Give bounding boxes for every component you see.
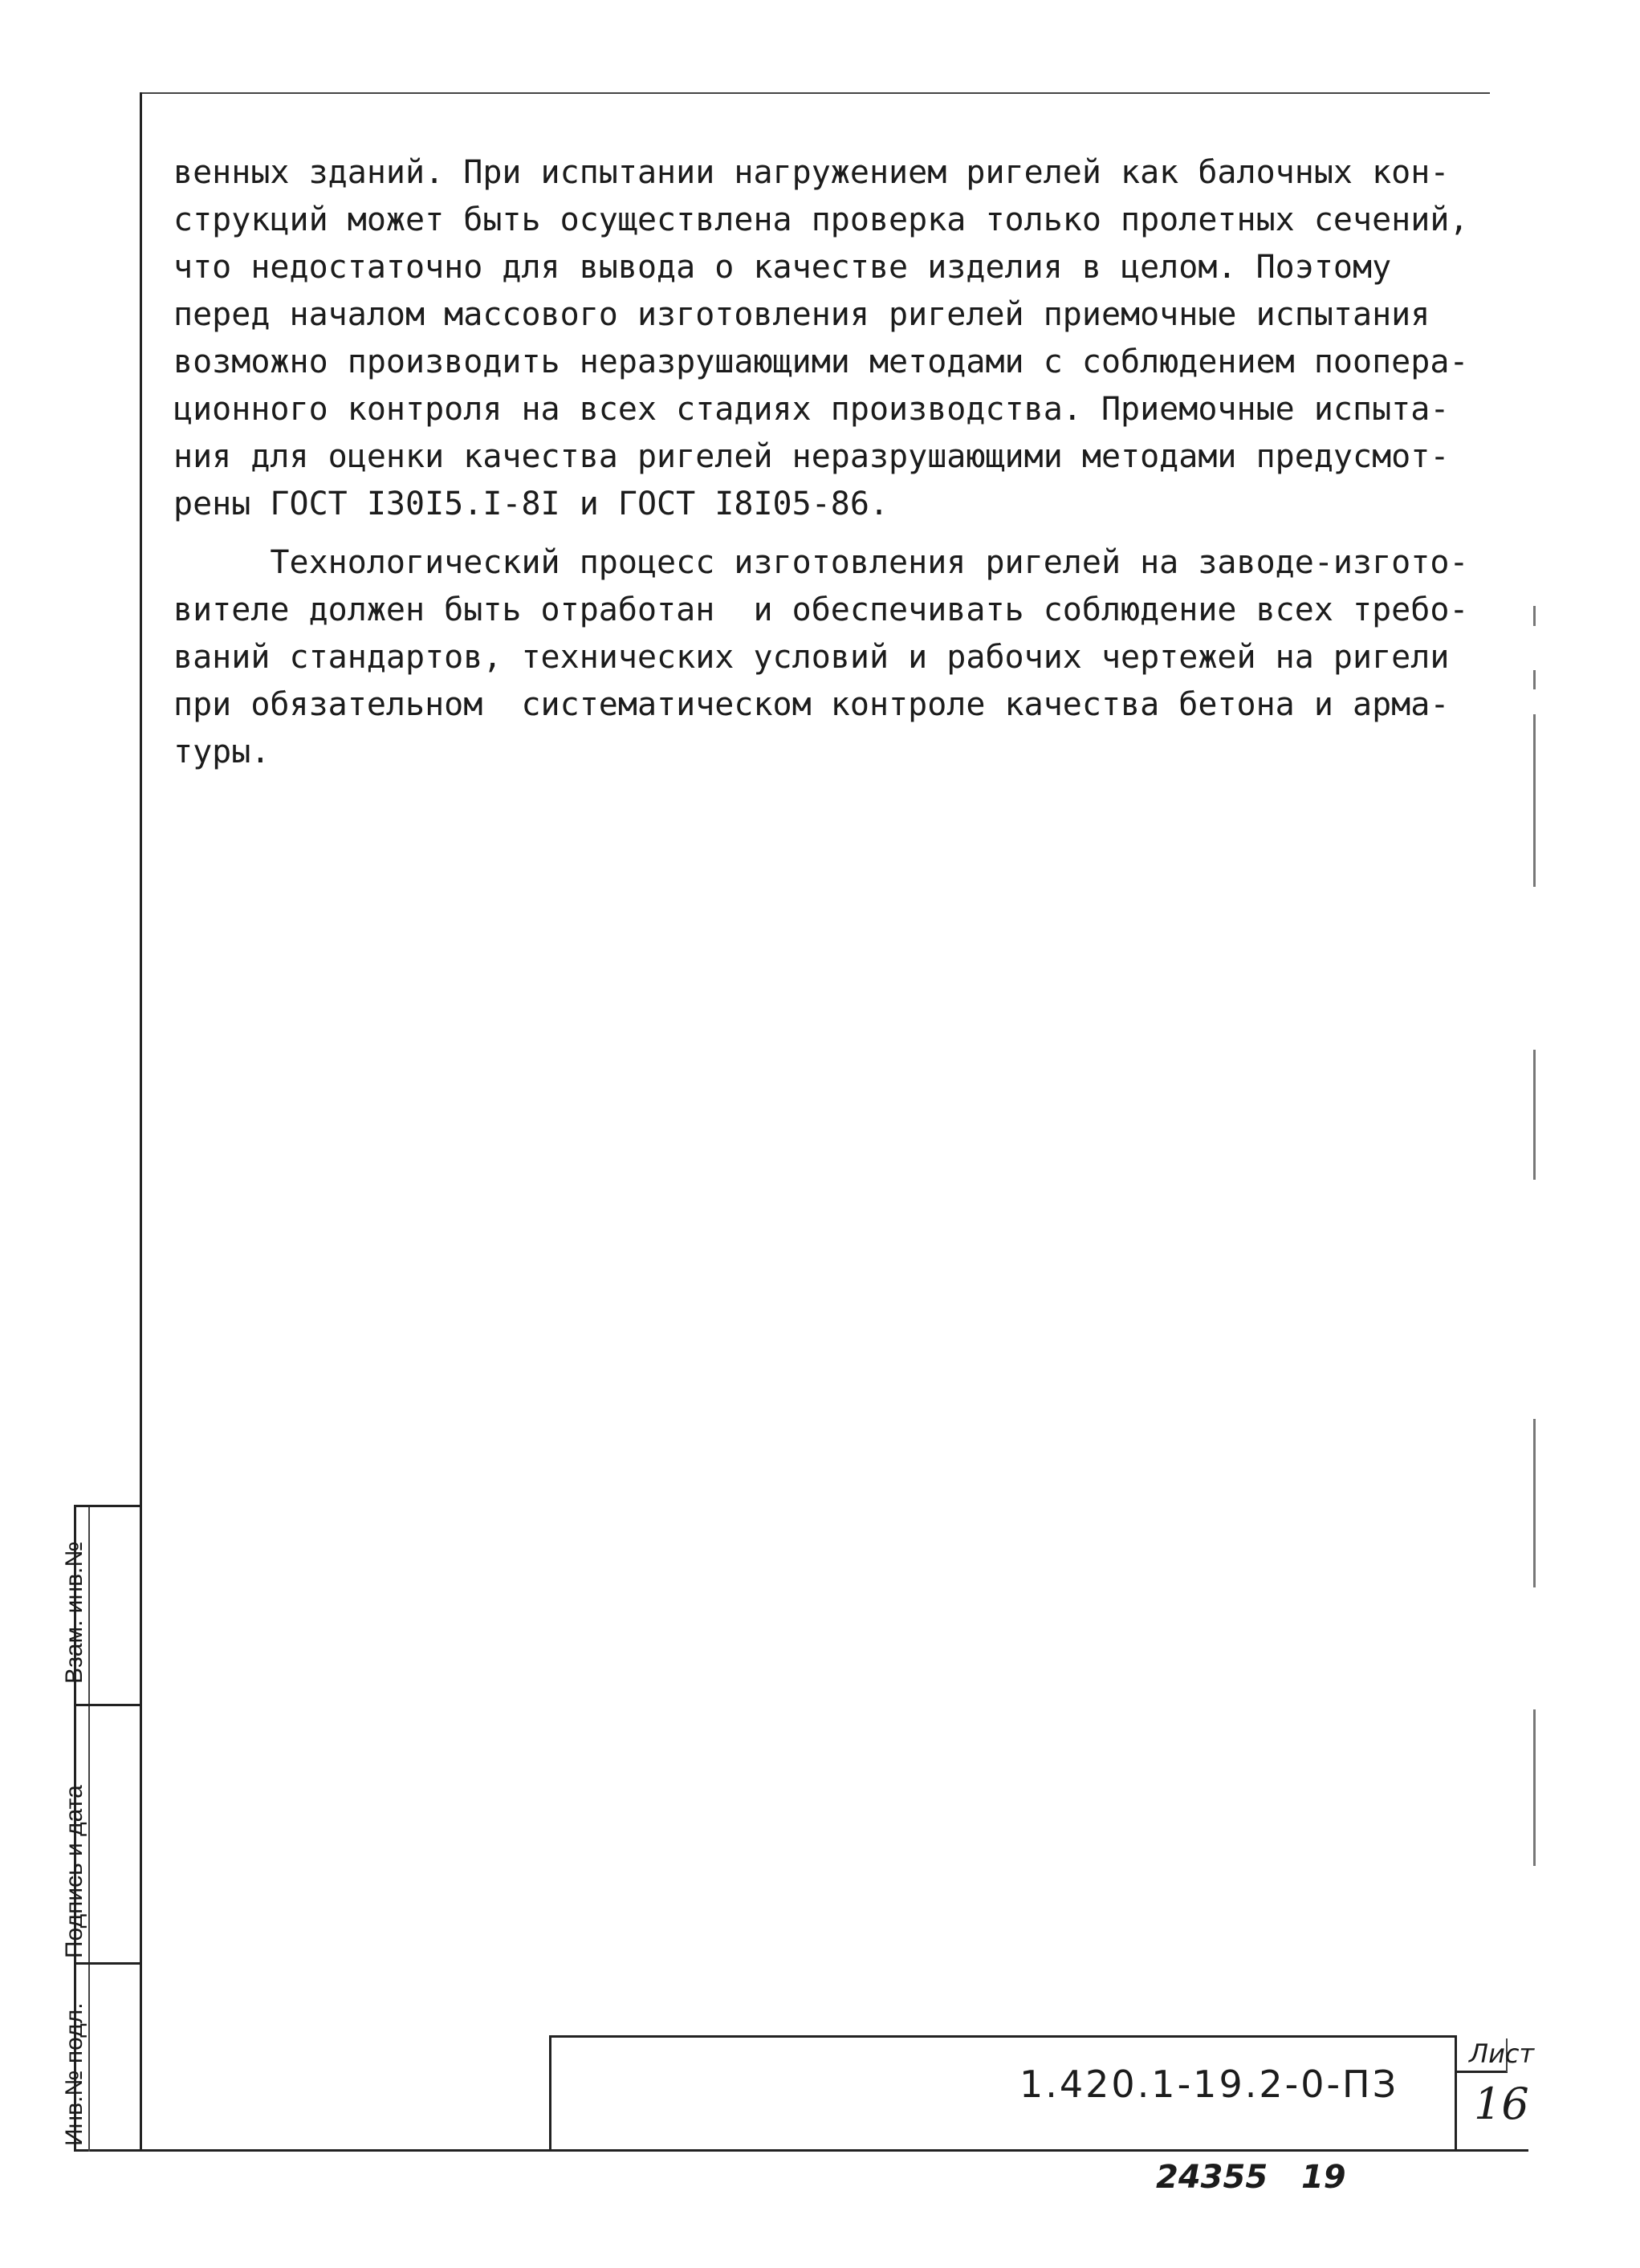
scan-mark <box>1533 606 1536 626</box>
title-block-sheet-line <box>1455 2035 1457 2152</box>
stamp-row-line-1 <box>74 1704 141 1706</box>
scan-mark <box>1533 1050 1536 1180</box>
paragraph1-line: струкций может быть осуществлена проверка только пролетных сечений, <box>173 201 1469 238</box>
title-block-top-line <box>549 2035 1456 2038</box>
scan-mark <box>1533 1419 1536 1587</box>
paragraph1-line: ционного контроля на всех стадиях производства. Приемочные испыта- <box>173 391 1450 428</box>
paragraph1-line: рены ГОСТ I30I5.I-8I и ГОСТ I8I05-86. <box>173 486 889 522</box>
stamp-row-line-2 <box>74 1962 141 1965</box>
frame-bottom-line <box>74 2149 1528 2152</box>
paragraph2-line: вителе должен быть отработан и обеспечивать соблюдение всех требо- <box>173 591 1469 628</box>
frame-left-line <box>140 92 142 2152</box>
sheet-label: Лист <box>1469 2038 1535 2069</box>
stamp-label-inv-podl: Инв.№ подл. <box>61 2002 87 2146</box>
paragraph1-line: что недостаточно для вывода о качестве изделия в целом. Поэтому <box>173 249 1392 286</box>
paragraph1-line: перед началом массового изготовления ригелей приемочные испытания <box>173 296 1430 333</box>
scan-mark <box>1533 714 1536 887</box>
scan-mark <box>1533 670 1536 689</box>
document-code: 1.420.1-19.2-0-ПЗ <box>1019 2063 1399 2106</box>
paragraph2-line: Технологический процесс изготовления ригелей на заводе-изгото- <box>173 544 1469 581</box>
paragraph1-line: ния для оценки качества ригелей неразрушающими методами предусмот- <box>173 438 1450 475</box>
frame-top-line <box>141 92 1490 94</box>
paragraph1-line: венных зданий. При испытании нагружением ригелей как балочных кон- <box>173 154 1450 191</box>
sheet-number: 16 <box>1474 2079 1529 2129</box>
stamp-label-podpis-data: Подпись и дата <box>61 1785 87 1958</box>
paragraph2-line: туры. <box>173 734 271 770</box>
paragraph2-line: ваний стандартов, технических условий и рабочих чертежей на ригели <box>173 639 1450 676</box>
body-text <box>173 149 1506 776</box>
title-block-left-line <box>549 2035 551 2152</box>
stamp-column-divider <box>88 1505 90 2152</box>
archive-number: 24355 19 <box>1156 2159 1346 2196</box>
paragraph1-line: возможно производить неразрушающими методами с соблюдением поопера- <box>173 343 1469 380</box>
stamp-row-line-top <box>74 1505 141 1507</box>
paragraph2-line: при обязательном систематическом контроле качества бетона и арма- <box>173 686 1450 723</box>
scan-mark <box>1533 1709 1536 1866</box>
paragraph-gap <box>173 528 1506 539</box>
sheet-label-underline <box>1455 2071 1508 2073</box>
stamp-label-vzam-inv: Взам. инв.№ <box>61 1541 87 1684</box>
